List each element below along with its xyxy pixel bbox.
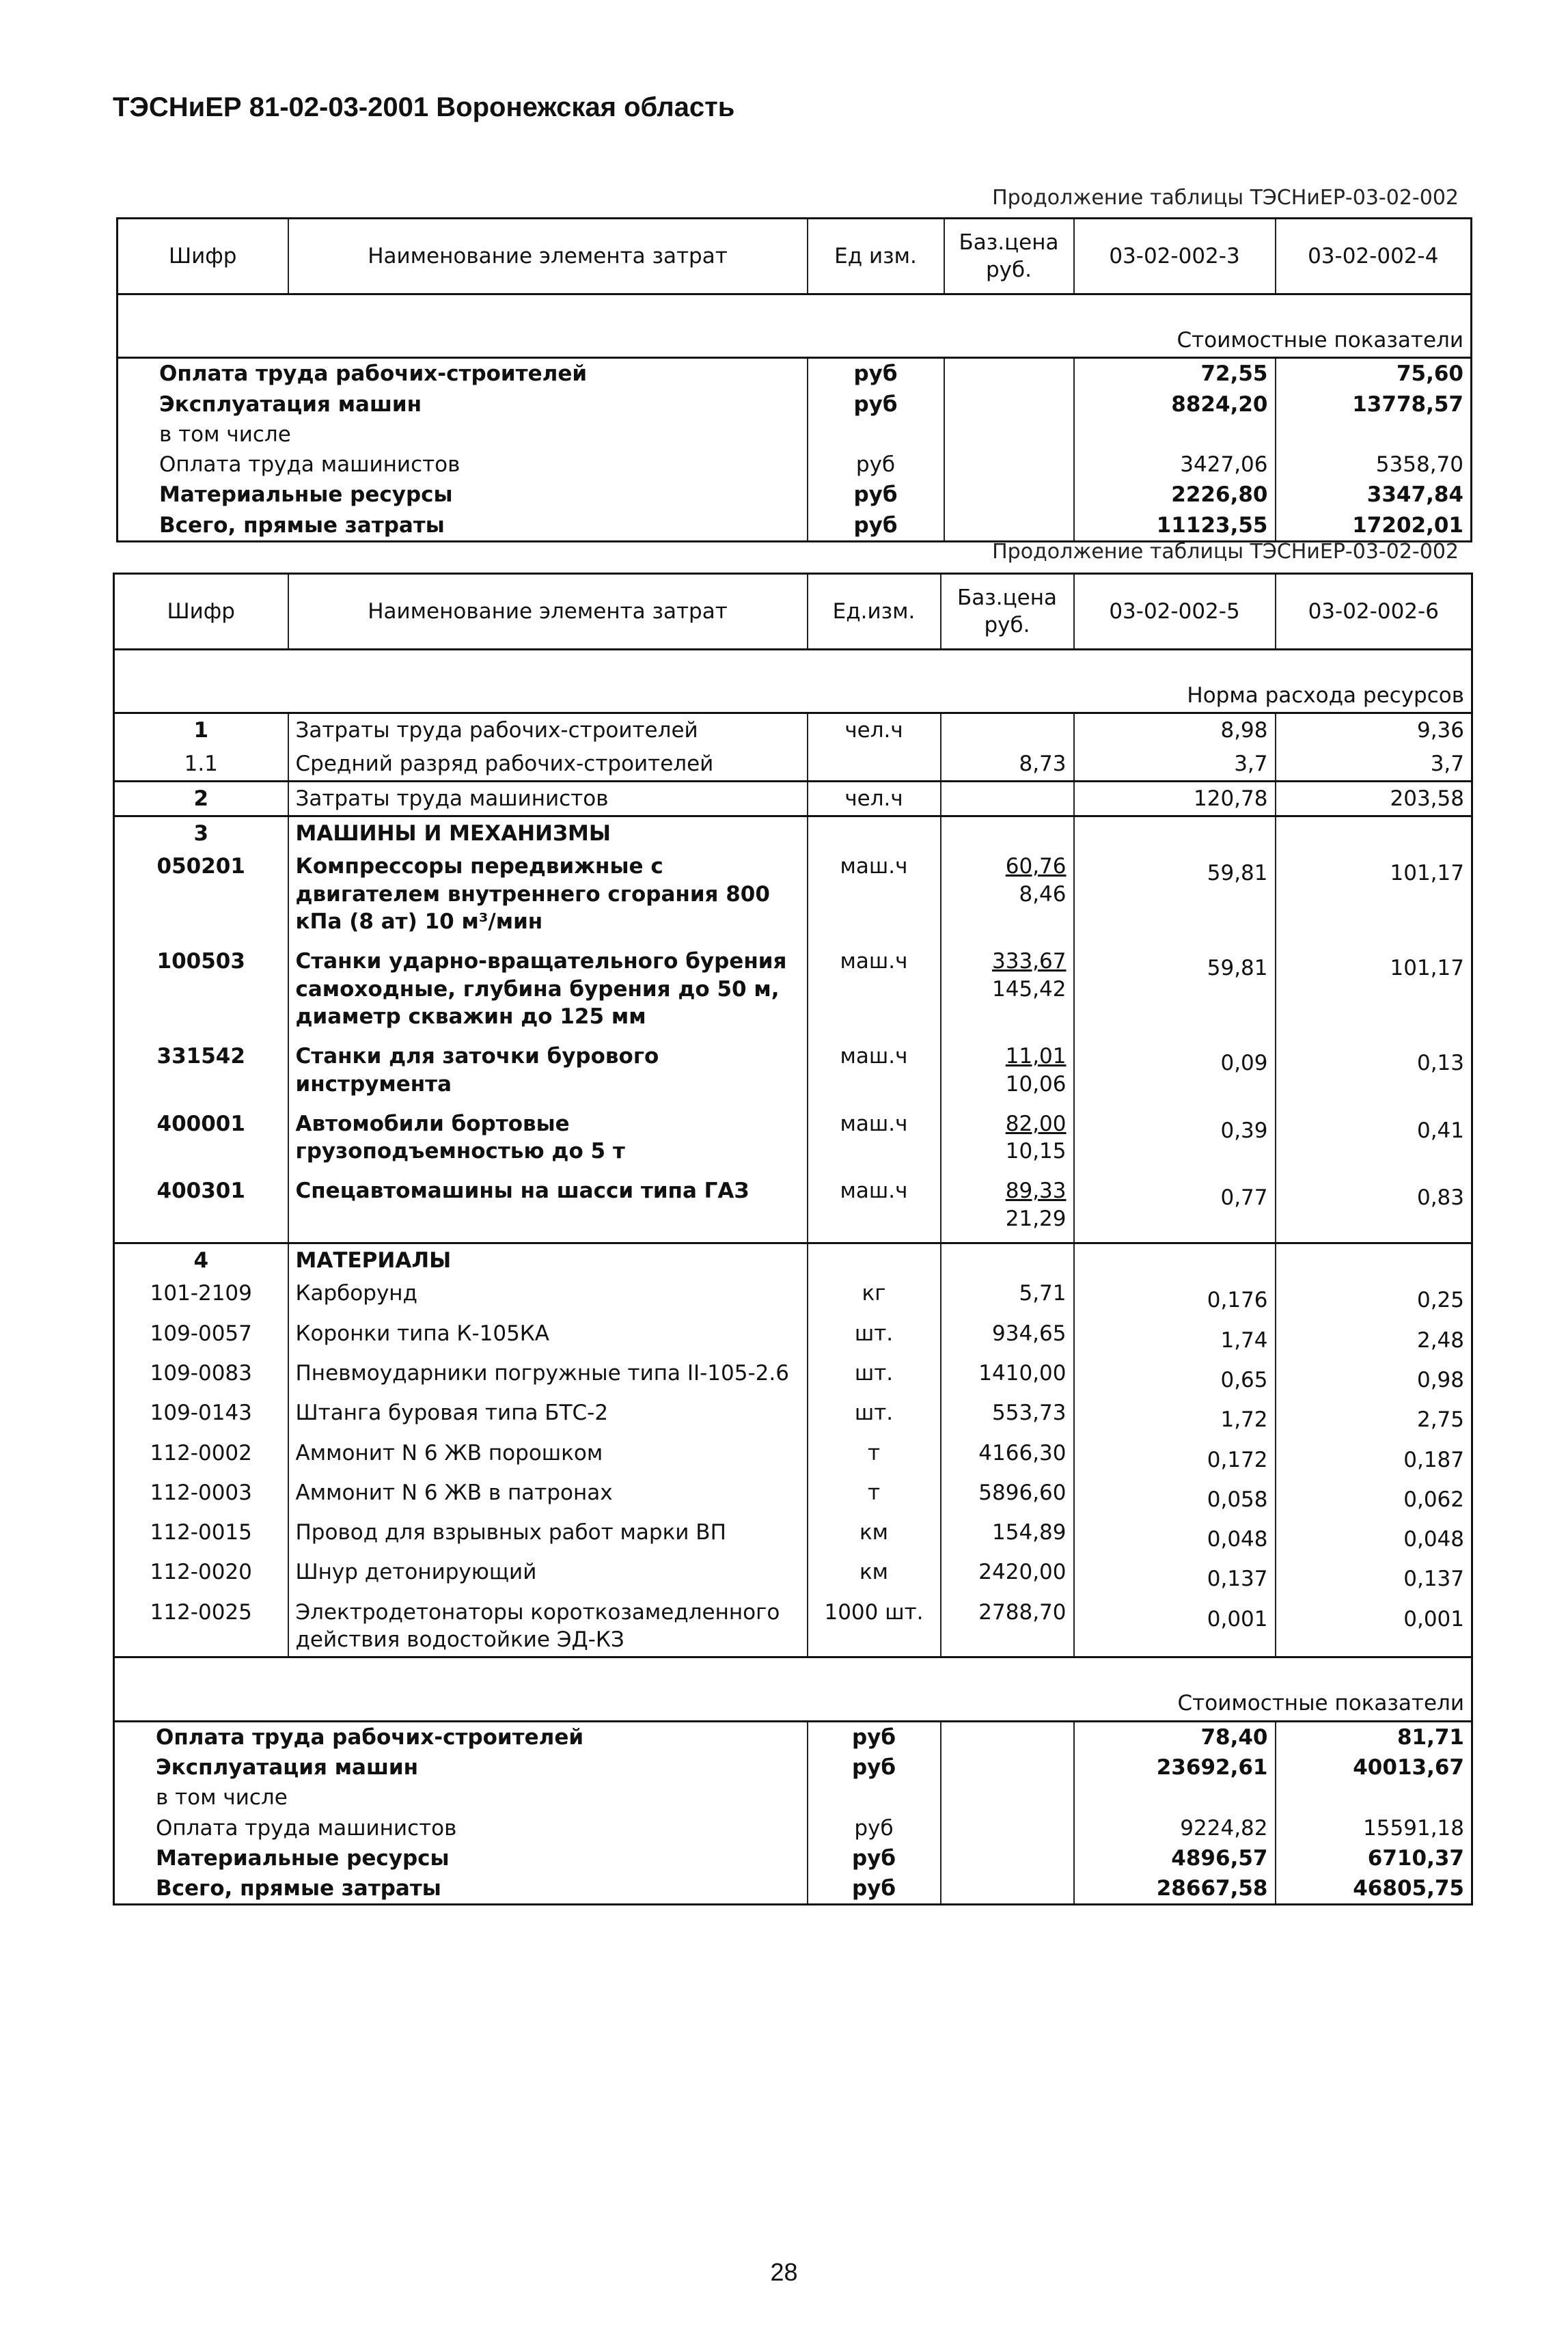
- row-price: [941, 1174, 1074, 1243]
- summary-row: [114, 1782, 1472, 1813]
- row-value-2: 0,41: [1276, 1107, 1472, 1175]
- row-price-value: 8,73: [1019, 751, 1067, 776]
- table-row: [114, 1243, 1472, 1278]
- row-value-1: 0,058: [1074, 1476, 1276, 1516]
- summary-label: Оплата труда машинистов: [156, 1815, 457, 1841]
- summary-value-2: 6710,37: [1276, 1843, 1472, 1873]
- summary-label: Оплата труда машинистов: [159, 452, 460, 478]
- table1-caption: Продолжение таблицы ТЭСНиЕР-03-02-002: [992, 186, 1459, 210]
- row-value-1: 0,172: [1074, 1437, 1276, 1476]
- summary-row: [118, 358, 1472, 389]
- table1-subheader: Стоимостные показатели: [118, 324, 1472, 358]
- row-value-1: 0,048: [1074, 1516, 1276, 1556]
- summary-unit: руб: [808, 450, 944, 480]
- summary-price: [941, 1752, 1074, 1782]
- table-row: [114, 1357, 1472, 1396]
- row-price-value: 553,73: [992, 1401, 1067, 1426]
- summary-price: [944, 450, 1074, 480]
- row-value-2: 101,17: [1276, 945, 1472, 1040]
- row-unit: 1000 шт.: [808, 1596, 941, 1657]
- row-name: МАТЕРИАЛЫ: [288, 1243, 808, 1278]
- row-value-1: 59,81: [1074, 945, 1276, 1040]
- row-name: Электродетонаторы короткозамедленного действия водостойкие ЭД-КЗ: [288, 1596, 808, 1657]
- row-price: [941, 1357, 1074, 1396]
- row-name: Аммонит N 6 ЖВ порошком: [288, 1437, 808, 1476]
- table-row: [114, 1516, 1472, 1556]
- summary-value-2: 46805,75: [1276, 1873, 1472, 1905]
- row-value-2: 2,75: [1276, 1396, 1472, 1436]
- row-price-value: 934,65: [992, 1321, 1067, 1346]
- header-col-1: 03-02-002-3: [1074, 219, 1276, 294]
- row-price-value: 4166,30: [978, 1440, 1067, 1465]
- row-price-value: 60,76: [1005, 854, 1067, 879]
- table-row: [114, 1556, 1472, 1595]
- header-unit: Ед изм.: [808, 219, 944, 294]
- summary-row: [118, 510, 1472, 542]
- header-col-2: 03-02-002-6: [1276, 574, 1472, 650]
- row-unit: маш.ч: [808, 1107, 941, 1175]
- row-code: 112-0025: [150, 1599, 252, 1625]
- row-price: [941, 1107, 1074, 1175]
- summary-label: Материальные ресурсы: [159, 482, 453, 508]
- row-name: Спецавтомашины на шасси типа ГАЗ: [288, 1174, 808, 1243]
- row-code: 1: [193, 718, 209, 743]
- row-name: Автомобили бортовые грузоподъемностью до 5 т: [288, 1107, 808, 1175]
- cost-table-1: [116, 217, 1472, 542]
- summary-row: [114, 1752, 1472, 1782]
- table-row: [114, 1107, 1472, 1175]
- summary-label: в том числе: [156, 1785, 288, 1811]
- row-code: 1.1: [184, 751, 218, 776]
- row-code: 400001: [156, 1111, 245, 1136]
- row-name: Пневмоударники погружные типа II-105-2.6: [288, 1357, 808, 1396]
- row-price: [941, 850, 1074, 945]
- row-name: Станки для заточки бурового инструмента: [288, 1040, 808, 1107]
- row-value-2: 0,13: [1276, 1040, 1472, 1107]
- row-price: [941, 1437, 1074, 1476]
- summary-value-2: [1276, 1782, 1472, 1813]
- summary-unit: руб: [808, 358, 944, 389]
- row-price: [941, 781, 1074, 816]
- summary-value-1: 78,40: [1074, 1721, 1276, 1752]
- row-unit: чел.ч: [808, 713, 941, 747]
- row-value-1: 59,81: [1074, 850, 1276, 945]
- summary-value-1: 9224,82: [1074, 1813, 1276, 1843]
- summary-label: Оплата труда рабочих-строителей: [156, 1724, 584, 1750]
- row-name: Шнур детонирующий: [288, 1556, 808, 1595]
- row-value-2: 2,48: [1276, 1317, 1472, 1357]
- summary-row: [114, 1873, 1472, 1905]
- row-unit: т: [808, 1437, 941, 1476]
- row-price: [941, 1516, 1074, 1556]
- row-price-value: 82,00: [1005, 1111, 1067, 1136]
- header-col-2: 03-02-002-4: [1276, 219, 1472, 294]
- row-value-2: 0,001: [1276, 1596, 1472, 1657]
- row-price-value: 154,89: [992, 1520, 1067, 1545]
- summary-label: Всего, прямые затраты: [156, 1876, 441, 1901]
- summary-value-2: 17202,01: [1276, 510, 1472, 542]
- row-name: Коронки типа К-105КА: [288, 1317, 808, 1357]
- row-name: Станки ударно-вращательного бурения самоходные, глубина бурения до 50 м, диаметр скважин до 125 мм: [288, 945, 808, 1040]
- row-name: Компрессоры передвижные с двигателем внутреннего сгорания 800 кПа (8 ат) 10 м³/мин: [288, 850, 808, 945]
- row-value-2: 0,048: [1276, 1516, 1472, 1556]
- row-value-1: 0,176: [1074, 1277, 1276, 1317]
- row-code: 100503: [156, 949, 245, 974]
- summary-unit: руб: [808, 1813, 941, 1843]
- summary-value-2: 75,60: [1276, 358, 1472, 389]
- row-unit: т: [808, 1476, 941, 1516]
- row-unit: [808, 816, 941, 851]
- summary-unit: руб: [808, 510, 944, 542]
- row-code: 112-0015: [150, 1520, 252, 1545]
- row-price-secondary: 145,42: [992, 976, 1067, 1002]
- table-row: [114, 850, 1472, 945]
- row-price-secondary: 10,06: [1005, 1071, 1067, 1097]
- row-unit: маш.ч: [808, 850, 941, 945]
- row-code: 050201: [156, 854, 245, 879]
- summary-unit: руб: [808, 1721, 941, 1752]
- summary-value-1: 11123,55: [1074, 510, 1276, 542]
- row-price-value: 1410,00: [978, 1360, 1067, 1386]
- row-value-2: 101,17: [1276, 850, 1472, 945]
- table-row: [114, 1476, 1472, 1516]
- row-price-secondary: 21,29: [1005, 1206, 1067, 1231]
- table2-summary-header: Стоимостные показатели: [114, 1687, 1472, 1721]
- summary-price: [941, 1813, 1074, 1843]
- row-unit: маш.ч: [808, 945, 941, 1040]
- row-name: Средний разряд рабочих-строителей: [288, 747, 808, 782]
- summary-value-1: 8824,20: [1074, 389, 1276, 419]
- table-row: [114, 1596, 1472, 1657]
- header-base-price: Баз.цена руб.: [941, 574, 1074, 650]
- row-code: 109-0057: [150, 1321, 252, 1346]
- row-price: [941, 747, 1074, 782]
- row-value-2: 0,98: [1276, 1357, 1472, 1396]
- table-row: [114, 1277, 1472, 1317]
- row-price-secondary: 10,15: [1005, 1139, 1067, 1164]
- summary-value-1: [1074, 1782, 1276, 1813]
- header-name: Наименование элемента затрат: [288, 219, 808, 294]
- summary-unit: руб: [808, 1843, 941, 1873]
- summary-value-2: 81,71: [1276, 1721, 1472, 1752]
- row-value-1: [1074, 1243, 1276, 1278]
- row-name: Затраты труда рабочих-строителей: [288, 713, 808, 747]
- summary-value-2: 5358,70: [1276, 450, 1472, 480]
- summary-value-1: 3427,06: [1074, 450, 1276, 480]
- row-value-2: 0,25: [1276, 1277, 1472, 1317]
- summary-row: [114, 1813, 1472, 1843]
- row-value-2: [1276, 1243, 1472, 1278]
- row-unit: км: [808, 1516, 941, 1556]
- table-row: [114, 747, 1472, 782]
- table-row: [114, 1040, 1472, 1107]
- row-price: [941, 1476, 1074, 1516]
- row-value-1: 1,72: [1074, 1396, 1276, 1436]
- summary-unit: [808, 419, 944, 450]
- row-price-value: 5,71: [1019, 1281, 1067, 1306]
- summary-value-2: 13778,57: [1276, 389, 1472, 419]
- row-code: 2: [114, 781, 288, 816]
- summary-price: [944, 419, 1074, 450]
- summary-value-1: 28667,58: [1074, 1873, 1276, 1905]
- summary-price: [944, 510, 1074, 542]
- table1-header-row: [118, 219, 1472, 294]
- page-number: 28: [770, 2258, 798, 2286]
- row-code: 101-2109: [150, 1281, 252, 1306]
- row-value-1: 0,001: [1074, 1596, 1276, 1657]
- summary-value-1: 2226,80: [1074, 480, 1276, 510]
- row-value-2: 3,7: [1276, 747, 1472, 782]
- summary-value-1: [1074, 419, 1276, 450]
- summary-unit: [808, 1782, 941, 1813]
- summary-label: Эксплуатация машин: [159, 391, 422, 417]
- row-unit: шт.: [808, 1317, 941, 1357]
- summary-row: [118, 419, 1472, 450]
- row-price-value: 333,67: [992, 949, 1067, 974]
- row-unit: маш.ч: [808, 1040, 941, 1107]
- table-row: [114, 945, 1472, 1040]
- summary-value-1: 4896,57: [1074, 1843, 1276, 1873]
- summary-value-1: 72,55: [1074, 358, 1276, 389]
- document-title: ТЭСНиЕР 81-02-03-2001 Воронежская область: [113, 92, 735, 122]
- summary-unit: руб: [808, 480, 944, 510]
- row-value-2: 203,58: [1276, 781, 1472, 816]
- row-value-1: 0,137: [1074, 1556, 1276, 1595]
- header-col-1: 03-02-002-5: [1074, 574, 1276, 650]
- row-name: Штанга буровая типа БТС-2: [288, 1396, 808, 1436]
- row-value-1: 0,65: [1074, 1357, 1276, 1396]
- table-row: [114, 1317, 1472, 1357]
- row-price: [941, 816, 1074, 851]
- summary-label: Материальные ресурсы: [156, 1845, 450, 1871]
- table-row: [114, 781, 1472, 816]
- row-name: Карборунд: [288, 1277, 808, 1317]
- row-price-value: 2420,00: [978, 1560, 1067, 1585]
- header-code: Шифр: [118, 219, 288, 294]
- row-value-2: 0,187: [1276, 1437, 1472, 1476]
- resource-table-2: [113, 573, 1473, 1905]
- row-name: Провод для взрывных работ марки ВП: [288, 1516, 808, 1556]
- row-price: [941, 1317, 1074, 1357]
- summary-unit: руб: [808, 1752, 941, 1782]
- table-row: [114, 713, 1472, 747]
- summary-price: [941, 1782, 1074, 1813]
- header-unit: Ед.изм.: [808, 574, 941, 650]
- row-price: [941, 1277, 1074, 1317]
- summary-value-2: 3347,84: [1276, 480, 1472, 510]
- summary-row: [114, 1843, 1472, 1873]
- row-value-1: 0,09: [1074, 1040, 1276, 1107]
- row-price-value: 5896,60: [978, 1480, 1067, 1505]
- row-unit: маш.ч: [808, 1174, 941, 1243]
- row-unit: [808, 747, 941, 782]
- row-code: 4: [114, 1243, 288, 1278]
- table2-subheader: Норма расхода ресурсов: [114, 679, 1472, 713]
- row-price: [941, 1243, 1074, 1278]
- row-value-1: 120,78: [1074, 781, 1276, 816]
- row-unit: км: [808, 1556, 941, 1595]
- summary-price: [944, 480, 1074, 510]
- summary-label: в том числе: [159, 422, 291, 447]
- row-value-1: 1,74: [1074, 1317, 1276, 1357]
- row-value-2: 0,062: [1276, 1476, 1472, 1516]
- summary-unit: руб: [808, 1873, 941, 1905]
- row-value-1: 0,77: [1074, 1174, 1276, 1243]
- row-code: 109-0143: [150, 1401, 252, 1426]
- row-value-1: 0,39: [1074, 1107, 1276, 1175]
- row-value-2: 0,137: [1276, 1556, 1472, 1595]
- row-unit: шт.: [808, 1357, 941, 1396]
- table2-header-row: [114, 574, 1472, 650]
- row-unit: чел.ч: [808, 781, 941, 816]
- summary-value-1: 23692,61: [1074, 1752, 1276, 1782]
- row-value-2: 0,83: [1276, 1174, 1472, 1243]
- summary-label: Оплата труда рабочих-строителей: [159, 361, 588, 387]
- summary-row: [118, 480, 1472, 510]
- row-price-value: 2788,70: [978, 1599, 1067, 1625]
- row-unit: шт.: [808, 1396, 941, 1436]
- row-value-1: [1074, 816, 1276, 851]
- row-price: [941, 1596, 1074, 1657]
- row-price: [941, 1040, 1074, 1107]
- table-row: [114, 1437, 1472, 1476]
- summary-label: Эксплуатация машин: [156, 1754, 419, 1780]
- summary-unit: руб: [808, 389, 944, 419]
- row-price: [941, 713, 1074, 747]
- row-value-1: 8,98: [1074, 713, 1276, 747]
- summary-price: [941, 1843, 1074, 1873]
- row-code: 331542: [156, 1044, 245, 1069]
- row-unit: [808, 1243, 941, 1278]
- table-row: [114, 1174, 1472, 1243]
- summary-value-2: 15591,18: [1276, 1813, 1472, 1843]
- row-code: 112-0003: [150, 1480, 252, 1505]
- row-price-secondary: 8,46: [1019, 881, 1067, 907]
- row-value-2: [1276, 816, 1472, 851]
- row-price-value: 11,01: [1005, 1044, 1067, 1069]
- summary-row: [114, 1721, 1472, 1752]
- row-unit: кг: [808, 1277, 941, 1317]
- summary-price: [944, 358, 1074, 389]
- header-code: Шифр: [114, 574, 288, 650]
- row-code: 112-0020: [150, 1560, 252, 1585]
- summary-row: [118, 389, 1472, 419]
- table-row: [114, 816, 1472, 851]
- summary-price: [944, 389, 1074, 419]
- summary-value-2: 40013,67: [1276, 1752, 1472, 1782]
- row-code: 109-0083: [150, 1360, 252, 1386]
- row-value-2: 9,36: [1276, 713, 1472, 747]
- table-row: [114, 1396, 1472, 1436]
- header-base-price: Баз.цена руб.: [944, 219, 1074, 294]
- summary-price: [941, 1721, 1074, 1752]
- row-price: [941, 945, 1074, 1040]
- row-price: [941, 1396, 1074, 1436]
- row-name: МАШИНЫ И МЕХАНИЗМЫ: [288, 816, 808, 851]
- row-price: [941, 1556, 1074, 1595]
- row-name: Аммонит N 6 ЖВ в патронах: [288, 1476, 808, 1516]
- summary-value-2: [1276, 419, 1472, 450]
- row-value-1: 3,7: [1074, 747, 1276, 782]
- row-name: Затраты труда машинистов: [288, 781, 808, 816]
- row-code: 112-0002: [150, 1440, 252, 1465]
- summary-label: Всего, прямые затраты: [159, 512, 445, 538]
- row-code: 400301: [156, 1179, 245, 1204]
- row-price-value: 89,33: [1005, 1179, 1067, 1204]
- header-name: Наименование элемента затрат: [288, 574, 808, 650]
- summary-row: [118, 450, 1472, 480]
- summary-price: [941, 1873, 1074, 1905]
- row-code: 3: [114, 816, 288, 851]
- table2-caption: Продолжение таблицы ТЭСНиЕР-03-02-002: [992, 540, 1459, 564]
